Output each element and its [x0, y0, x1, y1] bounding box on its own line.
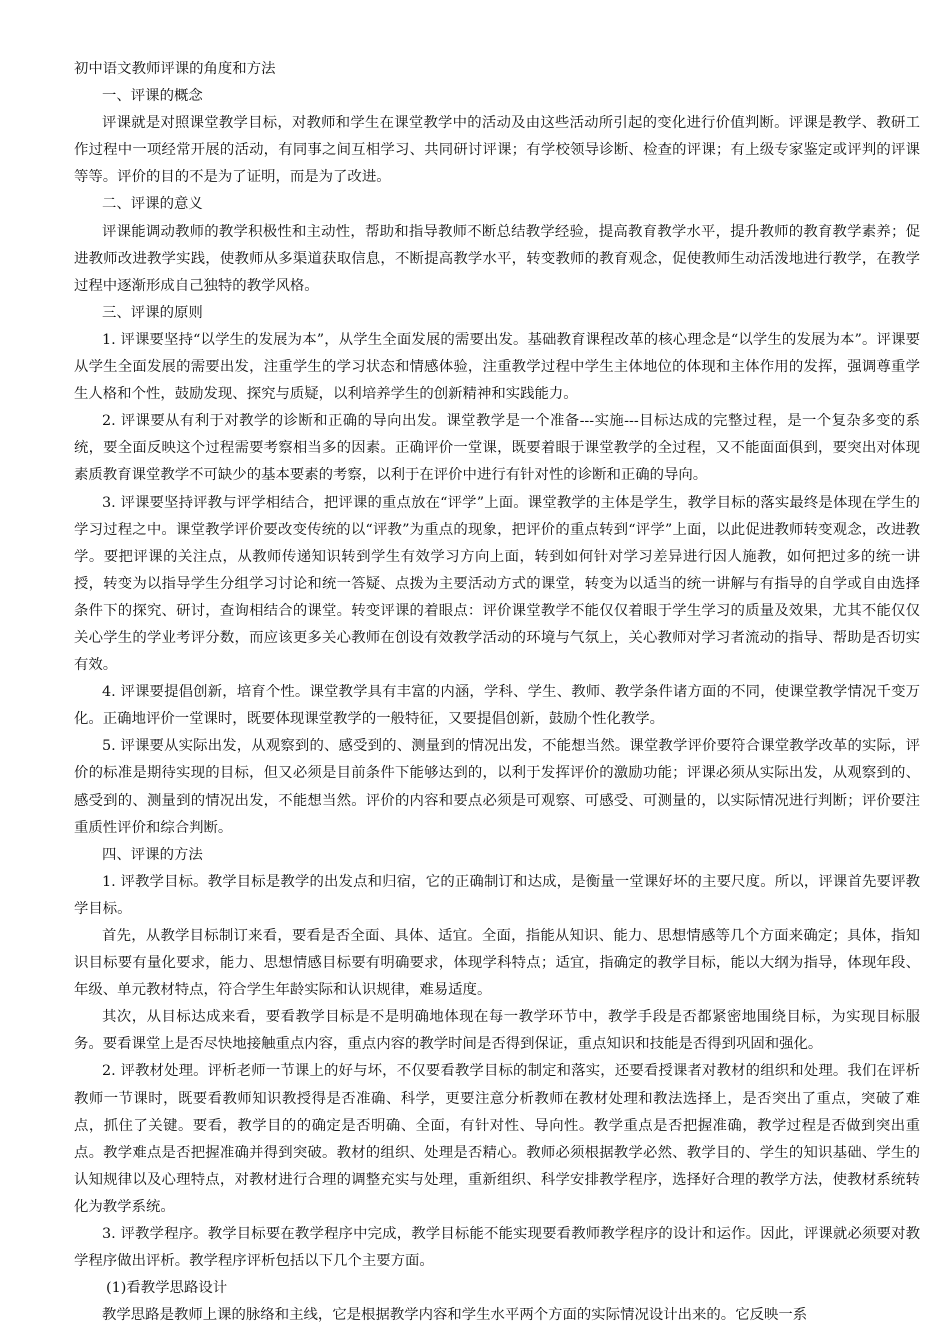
- paragraph-method-1: 1. 评教学目标。教学目标是教学的出发点和归宿，它的正确制订和达成，是衡量一堂课好坏的主要尺度。所以，评课首先要评教学目标。: [74, 873, 920, 917]
- paragraph-concept: 评课就是对照课堂教学目标，对教师和学生在课堂教学中的活动及由这些活动所引起的变化进行价值判断。评课是教学、教研工作过程中一项经常开展的活动，有同事之间互相学习、共同研讨评课；有学校领导诊断、检查的评课；有上级专家鉴定或评判的评课等等。评价的目的不是为了证明，而是为了改进。: [74, 115, 920, 186]
- paragraph-method-2: 2. 评教材处理。评析老师一节课上的好与坏，不仅要看教学目标的制定和落实，还要看授课者对教材的组织和处理。我们在评析教师一节课时，既要看教师知识教授得是否准确、科学，更要注意分析教师在教材处理和教法选择上，是否突出了重点，突破了难点，抓住了关键。要看，教学目的的确定是否明确、全面，有针对性、导向性。教学重点是否把握准确，教学过程是否做到突出重点。教学难点是否把握准确并得到突破。教材的组织、处理是否精心。教师必须根据教学必然、教学目的、学生的知识基础、学生的认知规律以及心理特点，对教材进行合理的调整充实与处理，重新组织、科学安排教学程序，选择好合理的教学方法，使教材系统转化为教学系统。: [74, 1063, 920, 1215]
- section-heading-concept: 一、评课的概念: [102, 88, 203, 105]
- paragraph-principle-1: 1. 评课要坚持“以学生的发展为本”，从学生全面发展的需要出发。基础教育课程改革的核心理念是“以学生的发展为本”。评课要从学生全面发展的需要出发，注重学生的学习状态和情感体验，注重教学过程中学生主体地位的体现和主体作用的发挥，强调尊重学生人格和个性，鼓励发现、探究与质疑，以利培养学生的创新精神和实践能力。: [74, 331, 920, 403]
- paragraph-method-3: 3. 评教学程序。教学目标要在教学程序中完成，教学目标能不能实现要看教师教学程序的设计和运作。因此，评课就必须要对教学程序做出评析。教学程序评析包括以下几个主要方面。: [74, 1226, 920, 1270]
- paragraph-principle-4: 4. 评课要提倡创新，培育个性。课堂教学具有丰富的内涵，学科、学生、教师、教学条件诸方面的不同，使课堂教学情况千变万化。正确地评价一堂课时，既要体现课堂教学的一般特征，又要提倡创新，鼓励个性化教学。: [74, 684, 920, 728]
- paragraph-significance: 评课能调动教师的教学积极性和主动性，帮助和指导教师不断总结教学经验，提高教育教学水平，提升教师的教育教学素养；促进教师改进教学实践，使教师从多渠道获取信息，不断提高教学水平，转变教师的教育观念，促使教师生动活泼地进行教学，在教学过程中逐渐形成自己独特的教学风格。: [74, 223, 920, 294]
- paragraph-principle-3: 3. 评课要坚持评教与评学相结合，把评课的重点放在“评学”上面。课堂教学的主体是学生，教学目标的落实最终是体现在学生的学习过程之中。课堂教学评价要改变传统的以“评教”为重点的现象，把评价的重点转到“评学”上面，以此促进教师转变观念，改进教学。要把评课的关注点，从教师传递知识转到学生有效学习方向上面，转到如何针对学习差异进行因人施教，如何把过多的统一讲授，转变为以指导学生分组学习讨论和统一答疑、点拨为主要活动方式的课堂，转变为以适当的统一讲解与有指导的自学或自由选择条件下的探究、研讨，查询相结合的课堂。转变评课的着眼点：评价课堂教学不能仅仅着眼于学生学习的质量及效果，尤其不能仅仅关心学生的学业考评分数，而应该更多关心教师在创设有效教学活动的环境与气氛上，关心教师对学习者流动的指导、帮助是否切实有效。: [74, 494, 920, 674]
- section-heading-methods: 四、评课的方法: [102, 846, 203, 863]
- paragraph-teaching-design: 教学思路是教师上课的脉络和主线，它是根据教学内容和学生水平两个方面的实际情况设计出来的。它反映一系: [102, 1307, 808, 1324]
- paragraph-principle-2: 2. 评课要从有利于对教学的诊断和正确的导向出发。课堂教学是一个准备---实施---目标达成的完整过程，是一个复杂多变的系统，要全面反映这个过程需要考察相当多的因素。正确评价一堂课，既要着眼于课堂教学的全过程，又不能面面俱到，要突出对体现素质教育课堂教学不可缺少的基本要素的考察，以利于在评价中进行有针对性的诊断和正确的导向。: [74, 413, 920, 484]
- paragraph-method-1-first: 首先，从教学目标制订来看，要看是否全面、具体、适宜。全面，指能从知识、能力、思想情感等几个方面来确定；具体，指知识目标要有量化要求，能力、思想情感目标要有明确要求，体现学科特点；适宜，指确定的教学目标，能以大纲为指导，体现年段、年级、单元教材特点，符合学生年龄实际和认识规律，难易适度。: [74, 928, 920, 999]
- paragraph-method-1-second: 其次，从目标达成来看，要看教学目标是不是明确地体现在每一教学环节中，教学手段是否都紧密地围绕目标，为实现目标服务。要看课堂上是否尽快地接触重点内容，重点内容的教学时间是否得到保证，重点知识和技能是否得到巩固和强化。: [74, 1009, 920, 1053]
- section-heading-principles: 三、评课的原则: [102, 304, 203, 321]
- document-page: [74, 56, 920, 1329]
- paragraph-principle-5: 5. 评课要从实际出发，从观察到的、感受到的、测量到的情况出发，不能想当然。课堂教学评价要符合课堂教学改革的实际，评价的标准是期待实现的目标，但又必须是目前条件下能够达到的，以利于发挥评价的激励功能；评课必须从实际出发，从观察到的、感受到的、测量到的情况出发，不能想当然。评价的内容和要点必须是可观察、可感受、可测量的，以实际情况进行判断；评价要注重质性评价和综合判断。: [74, 738, 920, 836]
- document-title: 初中语文教师评课的角度和方法: [74, 61, 276, 77]
- sub-heading-teaching-design: (1)看教学思路设计: [106, 1280, 228, 1297]
- section-heading-significance: 二、评课的意义: [102, 196, 203, 213]
